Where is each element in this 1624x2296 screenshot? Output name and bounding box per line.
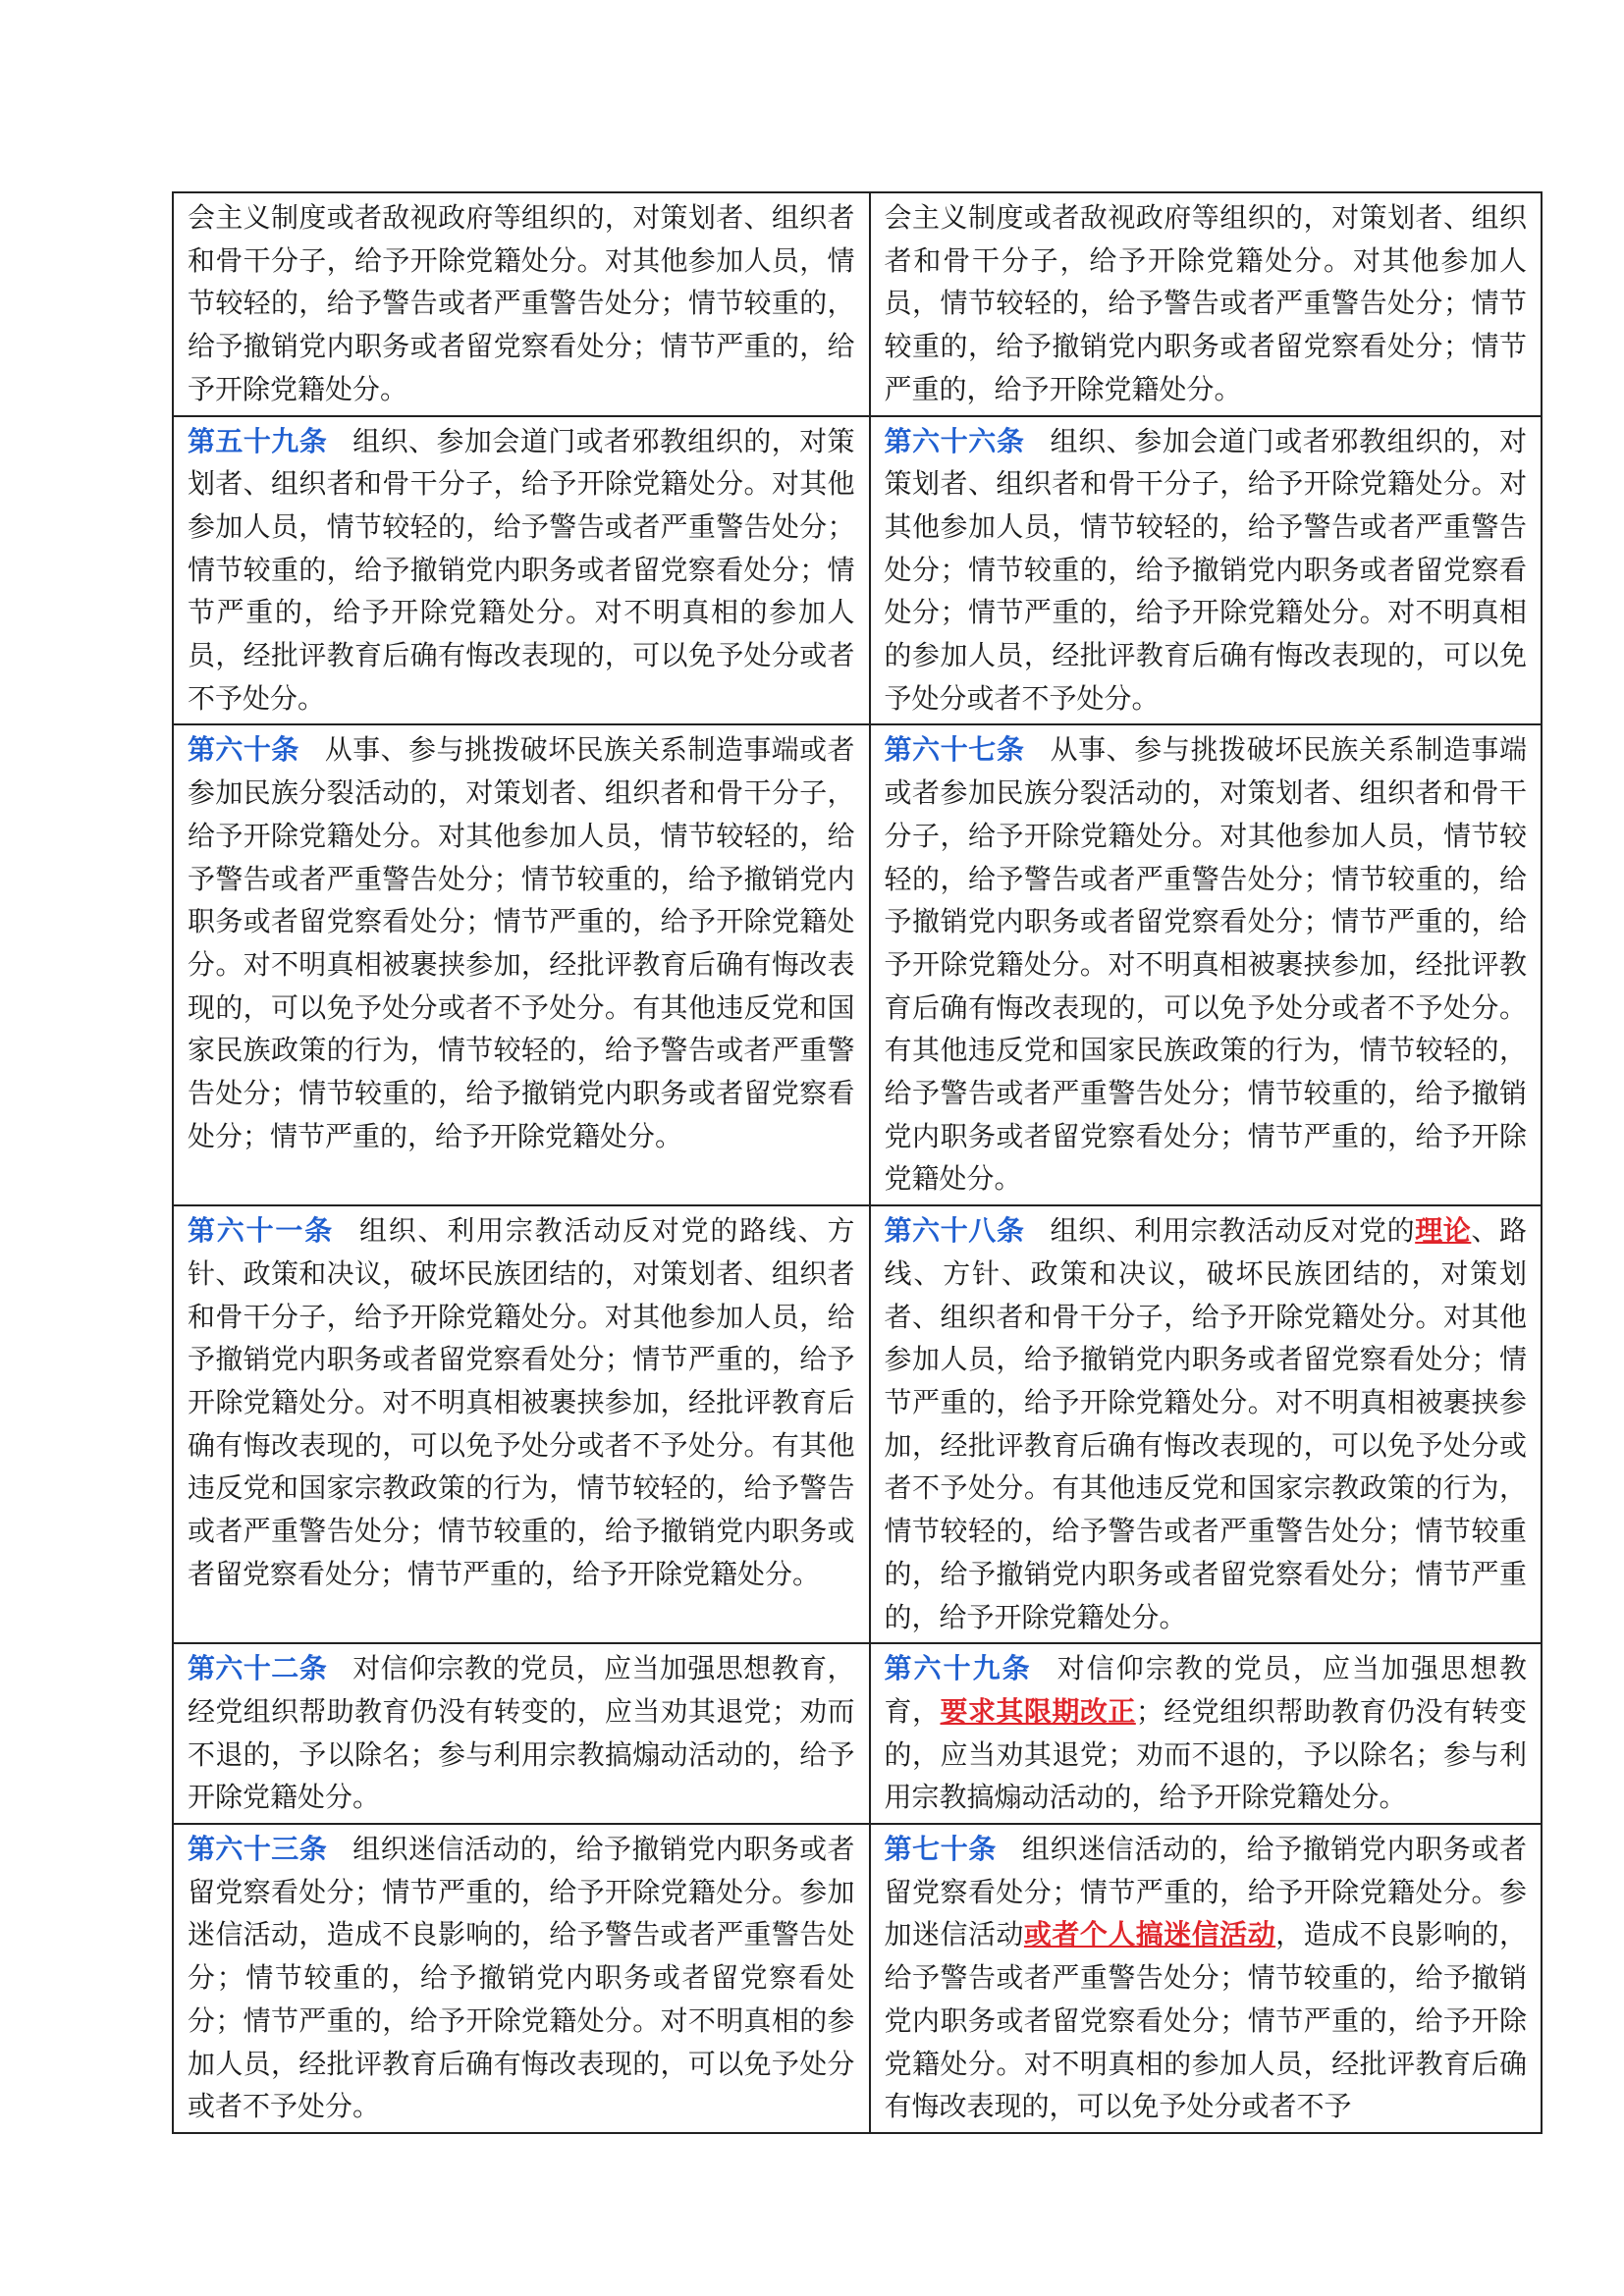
article-number: 第五十九条 <box>188 424 328 457</box>
new-text-cell <box>870 724 1542 1205</box>
clause-text: 对信仰宗教的党员，应当加强思想教育， <box>884 1652 1527 1728</box>
clause-text: 组织、参加会道门或者邪教组织的，对策划者、组织者和骨干分子，给予开除党籍处分。对其他参加人员，情节较轻的，给予警告或者严重警告处分；情节较重的，给予撤销党内职务或者留党察看处分；情节严重的，给予开除党籍处分。对不明真相的参加人员，经批评教育后确有悔改表现的，可以免予处分或者不予处分。 <box>188 424 855 715</box>
article-number: 第六十六条 <box>884 424 1025 457</box>
clause-text: 会主义制度或者敌视政府等组织的，对策划者、组织者和骨干分子，给予开除党籍处分。对其他参加人员，情节较轻的，给予警告或者严重警告处分；情节较重的，给予撤销党内职务或者留党察看处分；情节严重的，给予开除党籍处分。 <box>188 201 855 405</box>
article-number: 第六十八条 <box>884 1214 1025 1248</box>
clause-text: 、路线、方针、政策和决议，破坏民族团结的，对策划者、组织者和骨干分子，给予开除党籍处分。对其他参加人员，给予撤销党内职务或者留党察看处分；情节严重的，给予开除党籍处分。对不明真相被裹挟参加，经批评教育后确有悔改表现的，可以免予处分或者不予处分。有其他违反党和国家宗教政策的行为，情节较轻的，给予警告或者严重警告处分；情节较重的，给予撤销党内职务或者留党察看处分；情节严重的，给予开除党籍处分。 <box>884 1214 1527 1633</box>
clause-text: 从事、参与挑拨破坏民族关系制造事端或者参加民族分裂活动的，对策划者、组织者和骨干分子，给予开除党籍处分。对其他参加人员，情节较轻的，给予警告或者严重警告处分；情节较重的，给予撤销党内职务或者留党察看处分；情节严重的，给予开除党籍处分。对不明真相被裹挟参加，经批评教育后确有悔改表现的，可以免予处分或者不予处分。有其他违反党和国家民族政策的行为，情节较轻的，给予警告或者严重警告处分；情节较重的，给予撤销党内职务或者留党察看处分；情节严重的，给予开除党籍处分。 <box>188 733 855 1152</box>
article-number: 第六十九条 <box>884 1652 1032 1685</box>
old-text-cell <box>173 724 870 1205</box>
clause-text: ，造成不良影响的，给予警告或者严重警告处分；情节较重的，给予撤销党内职务或者留党察看处分；情节严重的，给予开除党籍处分。对不明真相的参加人员，经批评教育后确有悔改表现的，可以免予处分或者不予 <box>884 1918 1527 2123</box>
clause-text: 从事、参与挑拨破坏民族关系制造事端或者参加民族分裂活动的，对策划者、组织者和骨干分子，给予开除党籍处分。对其他参加人员，情节较轻的，给予警告或者严重警告处分；情节较重的，给予撤销党内职务或者留党察看处分；情节严重的，给予开除党籍处分。对不明真相被裹挟参加，经批评教育后确有悔改表现的，可以免予处分或者不予处分。有其他违反党和国家民族政策的行为，情节较轻的，给予警告或者严重警告处分；情节较重的，给予撤销党内职务或者留党察看处分；情节严重的，给予开除党籍处分。 <box>884 733 1527 1196</box>
comparison-table <box>172 191 1543 2134</box>
old-text-cell <box>173 192 870 416</box>
clause-text: 组织、利用宗教活动反对党的路线、方针、政策和决议，破坏民族团结的，对策划者、组织者和骨干分子，给予开除党籍处分。对其他参加人员，给予撤销党内职务或者留党察看处分；情节严重的，给予开除党籍处分。对不明真相被裹挟参加，经批评教育后确有悔改表现的，可以免予处分或者不予处分。有其他违反党和国家宗教政策的行为，情节较轻的，给予警告或者严重警告处分；情节较重的，给予撤销党内职务或者留党察看处分；情节严重的，给予开除党籍处分。 <box>188 1214 855 1590</box>
table-row <box>173 1205 1542 1643</box>
table-row <box>173 724 1542 1205</box>
article-number: 第七十条 <box>884 1833 997 1866</box>
table-row <box>173 1643 1542 1824</box>
old-text-cell <box>173 1205 870 1643</box>
old-text-cell <box>173 1824 870 2133</box>
new-text-cell <box>870 416 1542 725</box>
new-text-cell <box>870 1824 1542 2133</box>
added-text: 理论 <box>1415 1214 1472 1248</box>
new-text-cell <box>870 1205 1542 1643</box>
old-text-cell <box>173 416 870 725</box>
old-text-cell <box>173 1643 870 1824</box>
table-row <box>173 416 1542 725</box>
clause-text: 组织迷信活动的，给予撤销党内职务或者留党察看处分；情节严重的，给予开除党籍处分。参加迷信活动 <box>884 1833 1527 1951</box>
clause-text: 组织、参加会道门或者邪教组织的，对策划者、组织者和骨干分子，给予开除党籍处分。对其他参加人员，情节较轻的，给予警告或者严重警告处分；情节较重的，给予撤销党内职务或者留党察看处分；情节严重的，给予开除党籍处分。对不明真相的参加人员，经批评教育后确有悔改表现的，可以免予处分或者不予处分。 <box>884 424 1527 715</box>
new-text-cell <box>870 1643 1542 1824</box>
article-number: 第六十一条 <box>188 1214 334 1248</box>
table-row <box>173 1824 1542 2133</box>
article-number: 第六十七条 <box>884 733 1025 767</box>
article-number: 第六十三条 <box>188 1833 328 1866</box>
clause-text: ；经党组织帮助教育仍没有转变的，应当劝其退党；劝而不退的，予以除名；参与利用宗教搞煽动活动的，给予开除党籍处分。 <box>884 1694 1527 1814</box>
table-row <box>173 192 1542 416</box>
clause-text: 会主义制度或者敌视政府等组织的，对策划者、组织者和骨干分子，给予开除党籍处分。对其他参加人员，情节较轻的，给予警告或者严重警告处分；情节较重的，给予撤销党内职务或者留党察看处分；情节严重的，给予开除党籍处分。 <box>884 201 1527 405</box>
article-number: 第六十条 <box>188 733 299 767</box>
article-number: 第六十二条 <box>188 1652 328 1685</box>
clause-text: 组织迷信活动的，给予撤销党内职务或者留党察看处分；情节严重的，给予开除党籍处分。参加迷信活动，造成不良影响的，给予警告或者严重警告处分；情节较重的，给予撤销党内职务或者留党察看处分；情节严重的，给予开除党籍处分。对不明真相的参加人员，经批评教育后确有悔改表现的，可以免予处分或者不予处分。 <box>188 1833 855 2123</box>
new-text-cell <box>870 192 1542 416</box>
clause-text: 组织、利用宗教活动反对党的 <box>1050 1214 1416 1248</box>
clause-text: 对信仰宗教的党员，应当加强思想教育，经党组织帮助教育仍没有转变的，应当劝其退党；劝而不退的，予以除名；参与利用宗教搞煽动活动的，给予开除党籍处分。 <box>188 1652 855 1814</box>
added-text: 要求其限期改正 <box>940 1694 1136 1728</box>
added-text: 或者个人搞迷信活动 <box>1023 1918 1276 1951</box>
